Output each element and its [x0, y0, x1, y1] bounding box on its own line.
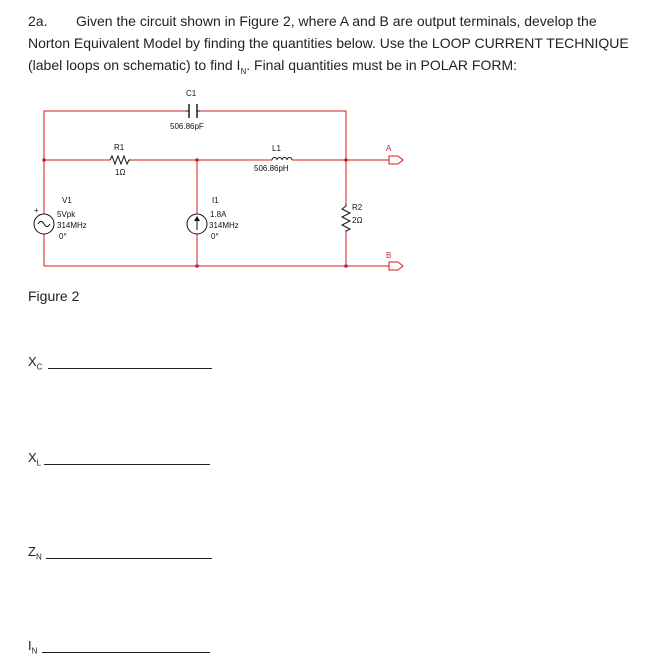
v1-frequency: 314MHz — [57, 221, 87, 230]
answer-xc: $X_C$ — [28, 354, 48, 372]
problem-line-3: (label loops on schematic) to find $I_N$. Final quantities must be in POLAR FORM: — [28, 57, 517, 76]
i1-name: I1 — [212, 196, 219, 205]
r2-name: R2 — [352, 203, 363, 212]
r2-value: 2Ω — [352, 216, 363, 225]
figure-caption: Figure 2 — [28, 288, 80, 304]
answer-xl: $X_L$ — [28, 450, 48, 468]
i1-phase: 0° — [211, 232, 219, 241]
current-source-i1-icon — [187, 214, 207, 234]
circuit-schematic — [0, 80, 420, 280]
terminal-a-label: A — [386, 144, 392, 153]
answer-zn-blank[interactable] — [46, 558, 212, 559]
c1-name: C1 — [186, 89, 197, 98]
resistor-r1-icon — [110, 156, 131, 164]
v1-name: V1 — [62, 196, 72, 205]
answer-in-blank[interactable] — [42, 652, 210, 653]
l1-value: 506.86pH — [254, 164, 289, 173]
problem-number: 2a. — [28, 13, 48, 29]
i1-frequency: 314MHz — [209, 221, 239, 230]
svg-text:+: + — [34, 206, 39, 215]
answer-xl-blank[interactable] — [44, 464, 210, 465]
r1-name: R1 — [114, 143, 125, 152]
inductor-l1-icon — [272, 158, 292, 161]
terminal-a-icon — [389, 156, 403, 164]
junction-dots — [42, 158, 348, 268]
terminal-b-icon — [389, 262, 403, 270]
answer-in: $I_N$ — [28, 638, 48, 656]
l1-name: L1 — [272, 144, 281, 153]
terminal-b-label: B — [386, 251, 392, 260]
c1-value: 506.86pF — [170, 122, 204, 131]
problem-statement — [28, 10, 650, 83]
i1-amplitude: 1.8A — [210, 210, 227, 219]
v1-phase: 0° — [59, 232, 67, 241]
v1-amplitude: 5Vpk — [57, 210, 76, 219]
problem-line-1: 2a. Given the circuit shown in Figure 2, where A and B are output terminals, develop the — [28, 10, 650, 32]
capacitor-c1-icon — [186, 104, 200, 118]
resistor-r2-icon — [342, 204, 350, 232]
answer-xc-blank[interactable] — [48, 368, 212, 369]
r1-value: 1Ω — [115, 168, 126, 177]
answer-zn: $Z_N$ — [28, 544, 48, 562]
problem-line-2: Norton Equivalent Model by finding the quantities below. Use the LOOP CURRENT TECHNIQUE — [28, 35, 629, 51]
circuit-wires — [44, 111, 392, 266]
